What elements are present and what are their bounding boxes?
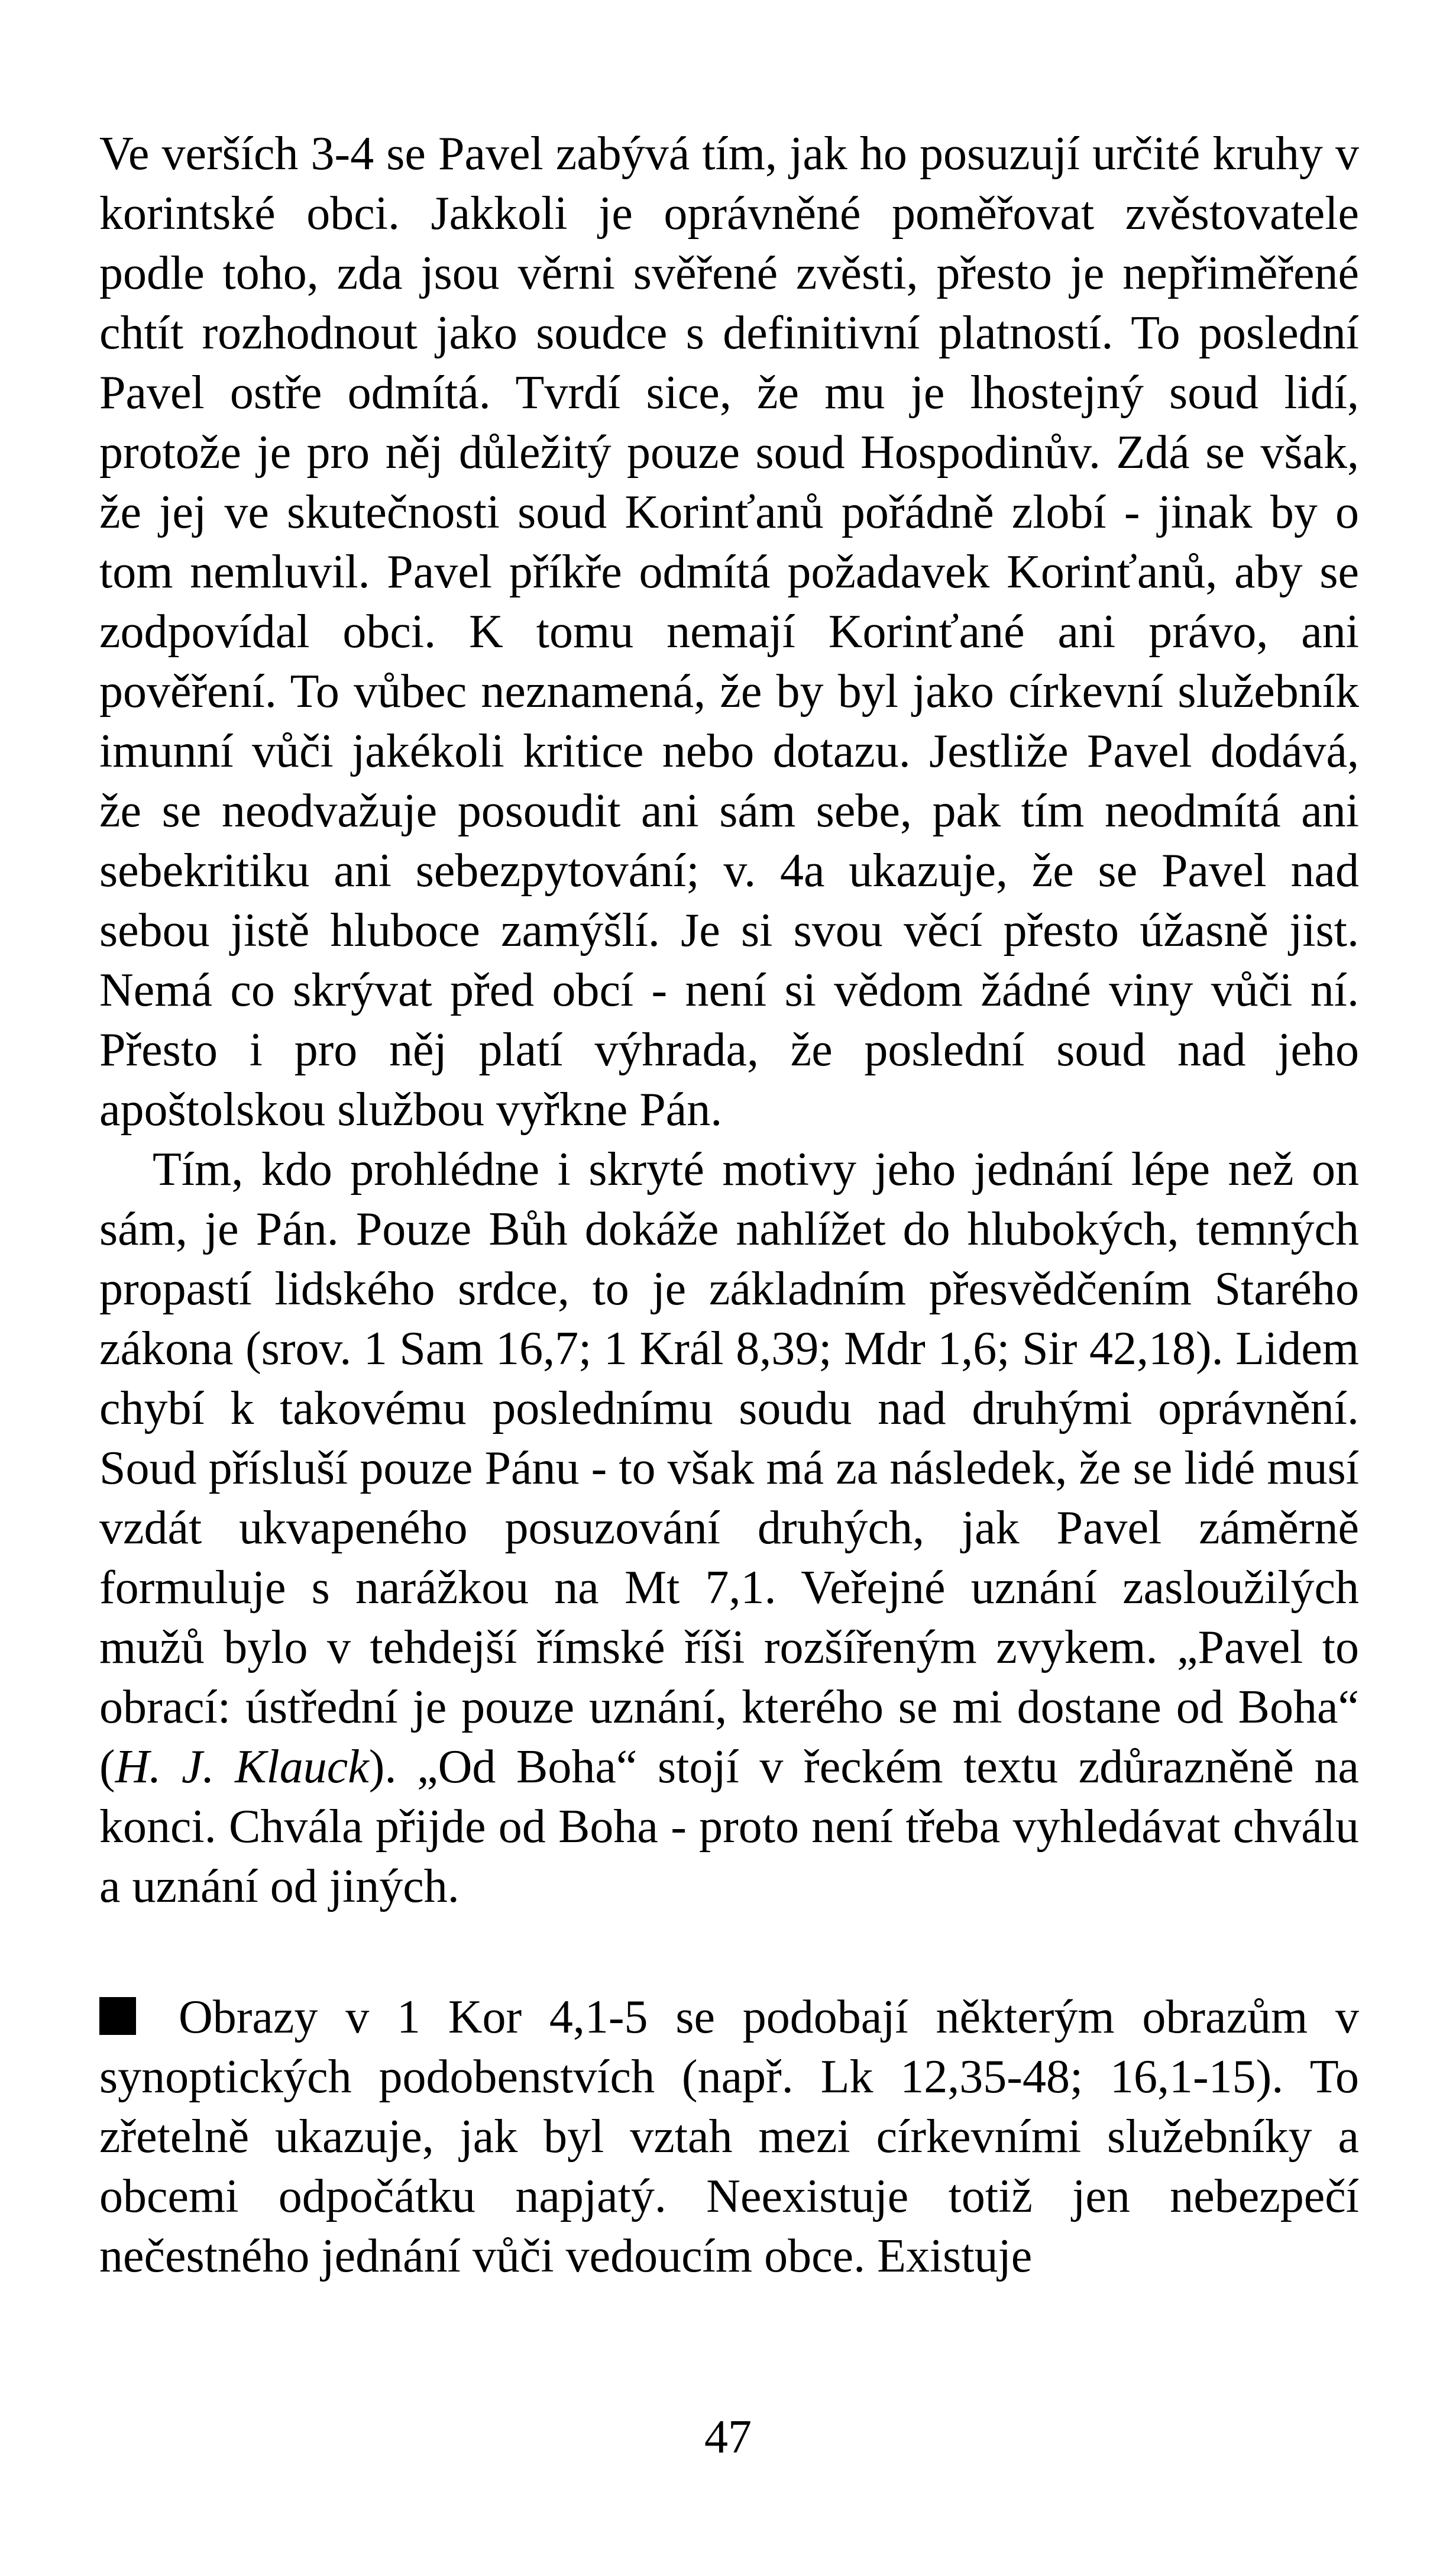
black-square-icon: [99, 1997, 136, 2035]
note-paragraph-text: Obrazy v 1 Kor 4,1-5 se podobají některým obrazům v synoptických podobenstvích (např. Lk 12,35-48; 16,1-15). To zřetelně ukazuje, jak byl vztah mezi církevními služebníky a obcemi odpočátku napjatý. Neexistuje totiž jen nebezpečí nečestného jednání vůči vedoucím obce. Existuje: [99, 1991, 1359, 2282]
paragraph-2: Tím, kdo prohlédne i skryté motivy jeho jednání lépe než on sám, je Pán. Pouze Bůh dokáže nahlížet do hlubokých, temných propastí lidského srdce, to je základním přesvědčením Starého zákona (srov. 1 Sam 16,7; 1 Král 8,39; Mdr 1,6; Sir 42,18). Lidem chybí k takovému poslednímu soudu nad druhými oprávnění. Soud přísluší pouze Pánu - to však má za následek, že se lidé musí vzdát ukvapeného posuzování druhých, jak Pavel záměrně formuluje s narážkou na Mt 7,1. Veřejné uznání zasloužilých mužů bylo v tehdejší římské říši rozšířeným zvykem. „Pavel to obrací: ústřední je pouze uznání, kterého se mi dostane od Boha“ (H. J. Klauck). „Od Boha“ stojí v řeckém textu zdůrazněně na konci. Chvála přijde od Boha - proto není třeba vyhledávat chválu a uznání od jiných.: [99, 1143, 1359, 1912]
main-text: [99, 124, 1359, 2286]
paragraph-2-body: Tím, kdo prohlédne i skryté motivy jeho jednání lépe než on sám, je Pán. Pouze Bůh dokáže nahlížet do hlubokých, temných propastí lidského srdce, to je základním přesvědčením Starého zákona (srov. 1 Sam 16,7; 1 Král 8,39; Mdr 1,6; Sir 42,18). Lidem chybí k takovému poslednímu soudu nad druhými oprávnění. Soud přísluší pouze Pánu - to však má za následek, že se lidé musí vzdát ukvapeného posuzování druhých, jak Pavel záměrně formuluje s narážkou na Mt 7,1. Veřejné uznání zasloužilých mužů bylo v tehdejší římské říši rozšířeným zvykem. „Pavel to obrací: ústřední je pouze uznání, kterého se mi dostane od Boha“: [99, 1143, 1359, 1733]
paragraph-2-tail: . „Od Boha“ stojí v řeckém textu zdůrazněně na konci. Chvála přijde od Boha - proto není třeba vyhledávat chválu a uznání od jiných.: [99, 1741, 1359, 1912]
note-paragraph: [99, 1988, 1359, 2286]
paragraph-1: Ve verších 3-4 se Pavel zabývá tím, jak ho posuzují určité kruhy v korintské obci. Jakkoli je oprávněné poměřovat zvěstovatele podle toho, zda jsou věrni svěřené zvěsti, přesto je nepřiměřené chtít rozhodnout jako soudce s definitivní platností. To poslední Pavel ostře odmítá. Tvrdí sice, že mu je lhostejný soud lidí, protože je pro něj důležitý pouze soud Hospodinův. Zdá se však, že jej ve skutečnosti soud Korinťanů pořádně zlobí - jinak by o tom nemluvil. Pavel příkře odmítá požadavek Korinťanů, aby se zodpovídal obci. K tomu nemají Korinťané ani právo, ani pověření. To vůbec neznamená, že by byl jako církevní služebník imunní vůči jakékoli kritice nebo dotazu. Jestliže Pavel dodává, že se neodvažuje posoudit ani sám sebe, pak tím neodmítá ani sebekritiku ani sebezpytování; v. 4a ukazuje, že se Pavel nad sebou jistě hluboce zamýšlí. Je si svou věcí přesto úžasně jist. Nemá co skrývat před obcí - není si vědom žádné viny vůči ní. Přesto i pro něj platí výhrada, že poslední soud nad jeho apoštolskou službou vyřkne Pán.: [99, 128, 1359, 1136]
page-number: 47: [704, 2411, 752, 2463]
citation-author: H. J. Klauck: [115, 1741, 369, 1793]
section-break: [99, 1917, 1359, 1988]
